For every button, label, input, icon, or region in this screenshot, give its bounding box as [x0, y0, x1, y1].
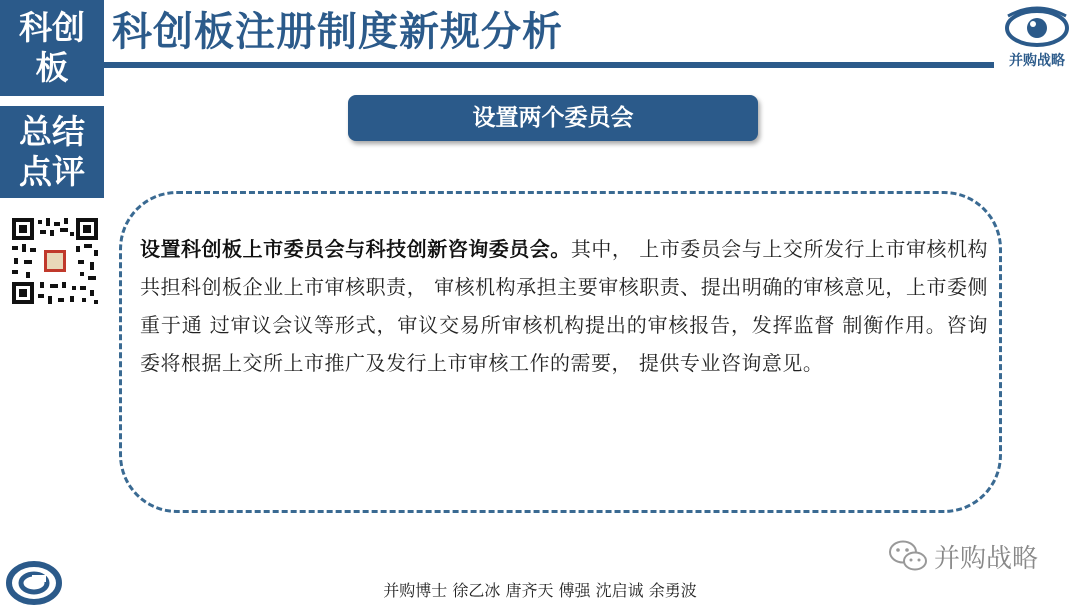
wechat-account — [888, 534, 1038, 578]
content-lead: 设置科创板上市委员会与科技创新咨询委员会。 — [140, 237, 571, 261]
section-tag-line-2: 板 — [35, 48, 69, 87]
wechat-icon — [888, 538, 928, 574]
summary-tag-line-1: 总结 — [19, 112, 85, 151]
company-logo-icon — [6, 560, 62, 606]
brand-label: 并购战略 — [1009, 53, 1065, 69]
section-heading: 设置两个委员会 — [348, 95, 758, 141]
wechat-name: 并购战略 — [934, 543, 1039, 574]
section-tag-summary — [0, 106, 104, 198]
section-tag-line-1: 科创 — [19, 8, 85, 47]
content-paragraph — [140, 230, 988, 382]
summary-tag-line-2: 点评 — [19, 152, 85, 191]
content-body: 其中， 上市委员会与上交所发行上市审核机构共担科创板企业上市审核职责， 审核机构承担主要审核职责、提出明确的审核意见，上市委侧重于通 过审议会议等形式，审议交易所审核机构提出的审核报告，发挥监督 制衡作用。咨询委将根据上交所上市推广及发行上市审核工作的需要， 提供专业咨询意见。 — [140, 237, 988, 375]
qr-code-icon[interactable] — [10, 216, 100, 306]
title-underline — [104, 62, 994, 68]
authors-line: 并购博士 徐乙冰 唐齐天 傅强 沈启诚 余勇波 — [383, 581, 697, 600]
slide-title: 科创板注册制度新规分析 — [112, 9, 563, 55]
section-tag-kechuangban — [0, 0, 104, 96]
